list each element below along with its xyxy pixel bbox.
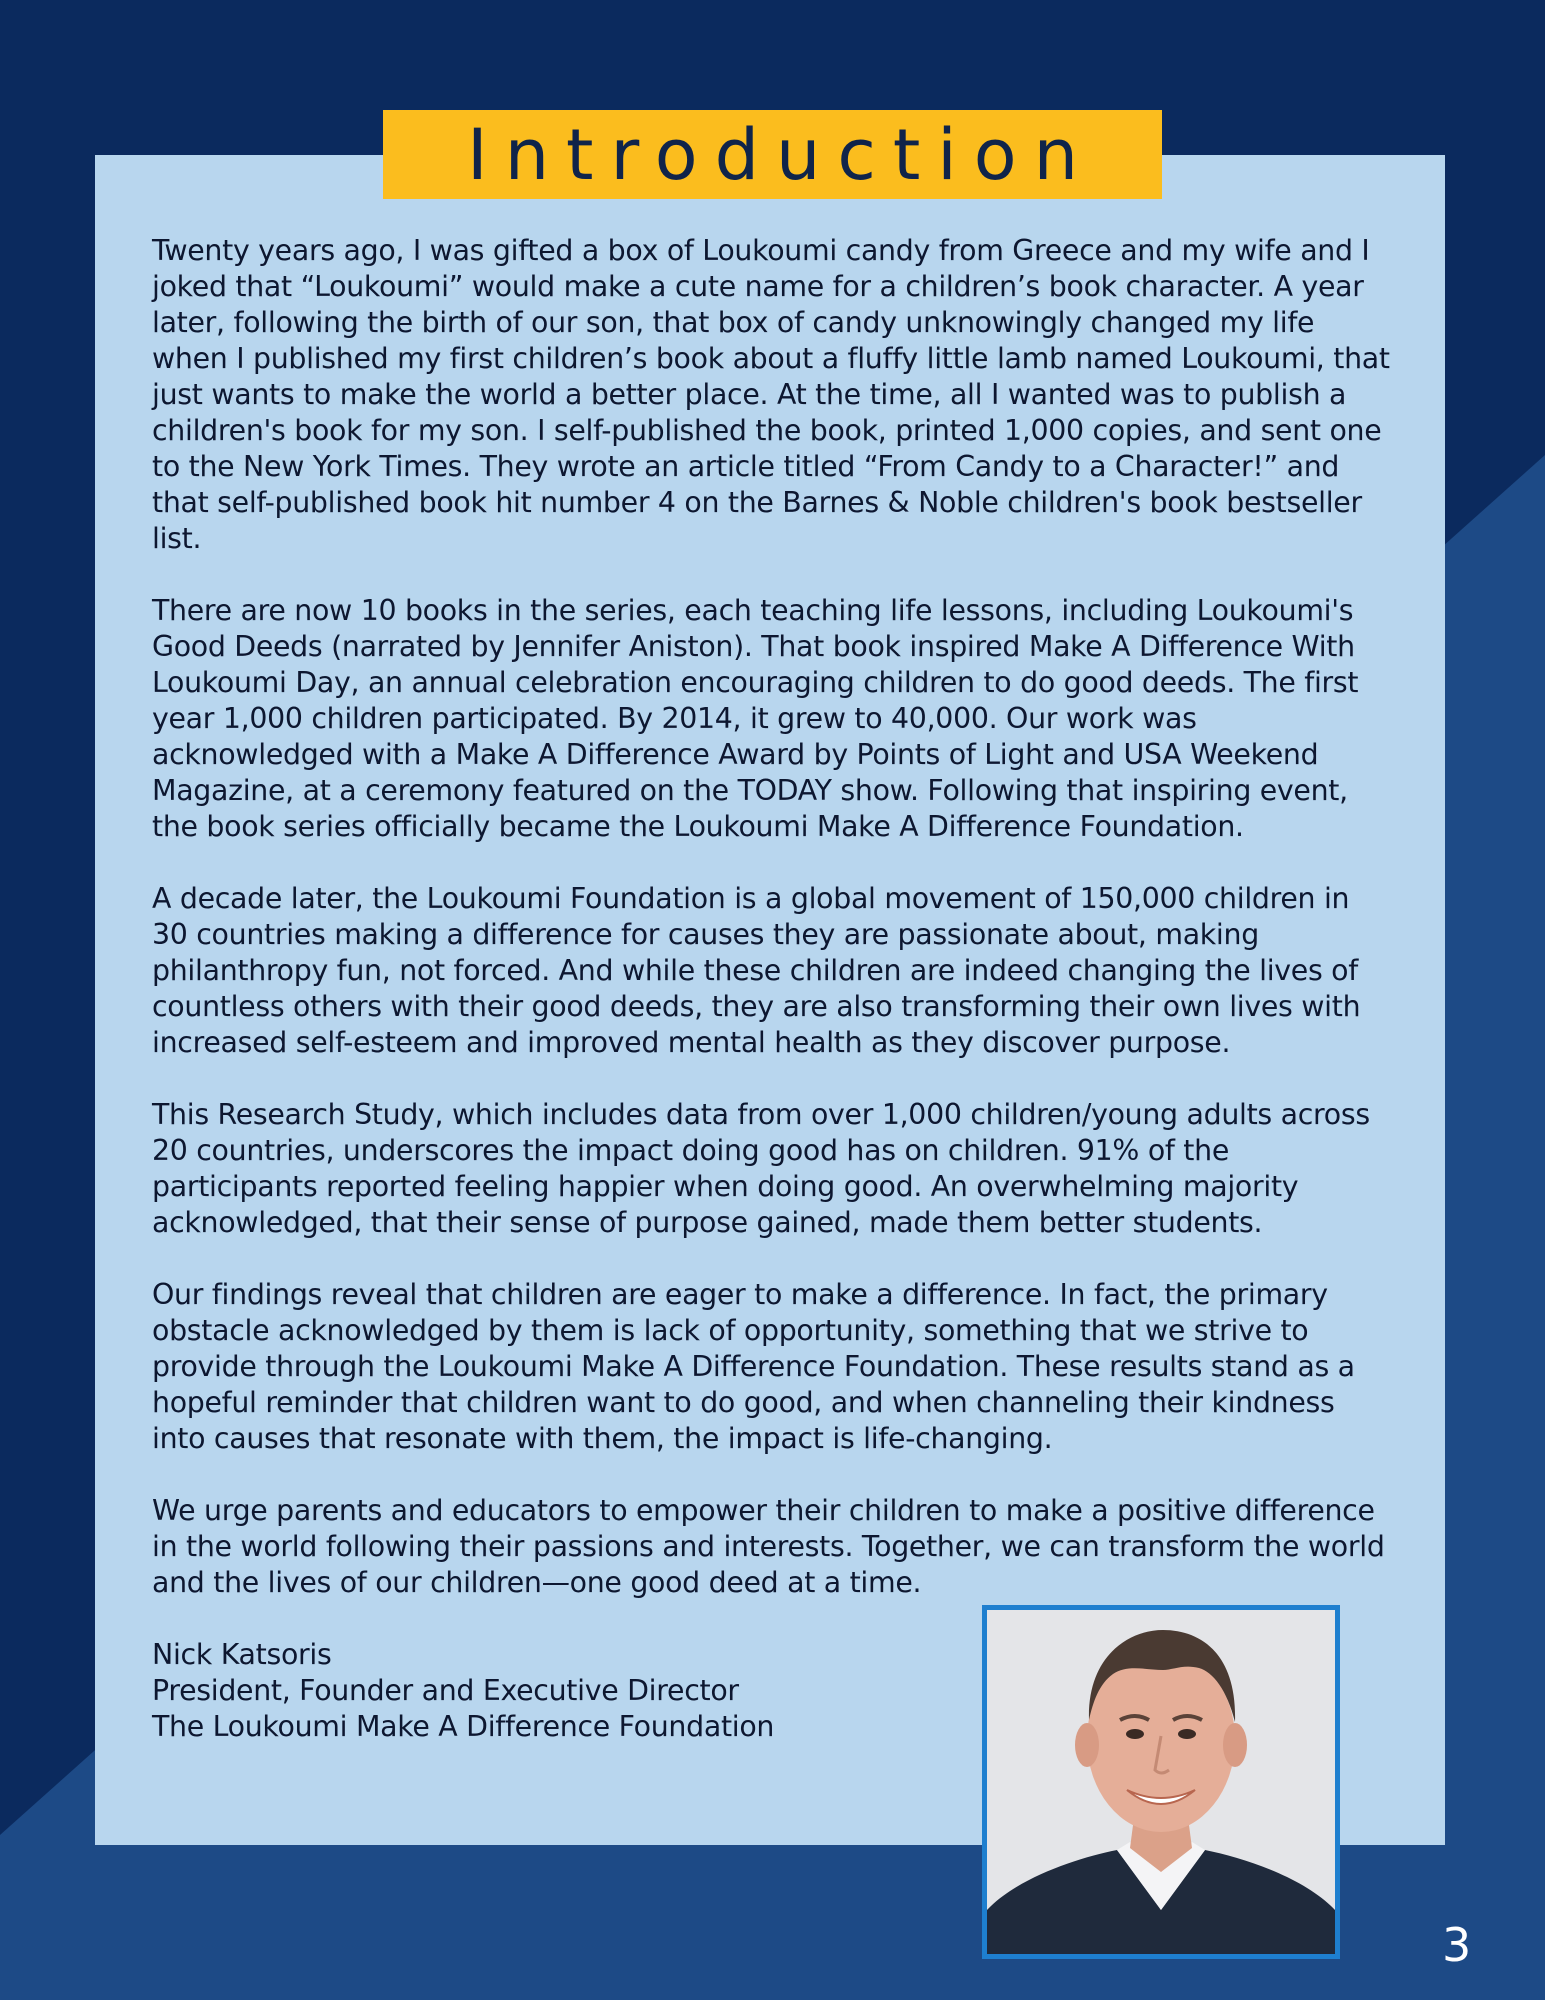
paragraph: We urge parents and educators to empower their children to make a positive difference in the world following their passions and interests. Together, we can transform the world and the lives of our children—one good deed at a time. (152, 1494, 1385, 1599)
portrait-illustration (987, 1610, 1335, 1954)
signature-name: Nick Katsoris (152, 1638, 332, 1671)
paragraph: There are now 10 books in the series, each teaching life lessons, including Loukoumi's Good Deeds (narrated by Jennifer Aniston). That book inspired Make A Difference With Loukoumi Day, an annual celebration encouraging children to do good deeds. The first year 1,000 children participated. By 2014, it grew to 40,000. Our work was acknowledged with a Make A Difference Award by Points of Light and USA Weekend Magazine, at a ceremony featured on the TODAY show. Following that inspiring event, the book series officially became the Loukoumi Make A Difference Foundation. (152, 594, 1359, 843)
page-title: Introduction (467, 113, 1095, 196)
paragraph: A decade later, the Loukoumi Foundation is a global movement of 150,000 children in 30 countries making a difference for causes they are passionate about, making philanthropy fun, not forced. And while these children are indeed changing the lives of countless others with their good deeds, they are also transforming their own lives with increased self-esteem and improved mental health as they discover purpose. (152, 882, 1361, 1059)
signature-organization: The Loukoumi Make A Difference Foundation (152, 1710, 775, 1743)
intro-body (152, 233, 1392, 1745)
signature-role: President, Founder and Executive Director (152, 1674, 739, 1707)
page-number: 3 (1442, 1918, 1472, 1972)
paragraph: Our findings reveal that children are eager to make a difference. In fact, the primary obstacle acknowledged by them is lack of opportunity, something that we strive to provide through the Loukoumi Make A Difference Foundation. These results stand as a hopeful reminder that children want to do good, and when channeling their kindness into causes that resonate with them, the impact is life-changing. (152, 1278, 1355, 1455)
title-banner (383, 110, 1162, 199)
paragraph: This Research Study, which includes data from over 1,000 children/young adults across 20 countries, underscores the impact doing good has on children. 91% of the participants reported feeling happier when doing good. An overwhelming majority acknowledged, that their sense of purpose gained, made them better students. (152, 1098, 1370, 1239)
author-portrait (982, 1605, 1340, 1959)
paragraph: Twenty years ago, I was gifted a box of Loukoumi candy from Greece and my wife and I joked that “Loukoumi” would make a cute name for a children’s book character. A year later, following the birth of our son, that box of candy unknowingly changed my life when I published my first children’s book about a fluffy little lamb named Loukoumi, that just wants to make the world a better place. At the time, all I wanted was to publish a children's book for my son. I self-published the book, printed 1,000 copies, and sent one to the New York Times. They wrote an article titled “From Candy to a Character!” and that self-published book hit number 4 on the Barnes & Noble children's book bestseller list. (152, 234, 1390, 555)
